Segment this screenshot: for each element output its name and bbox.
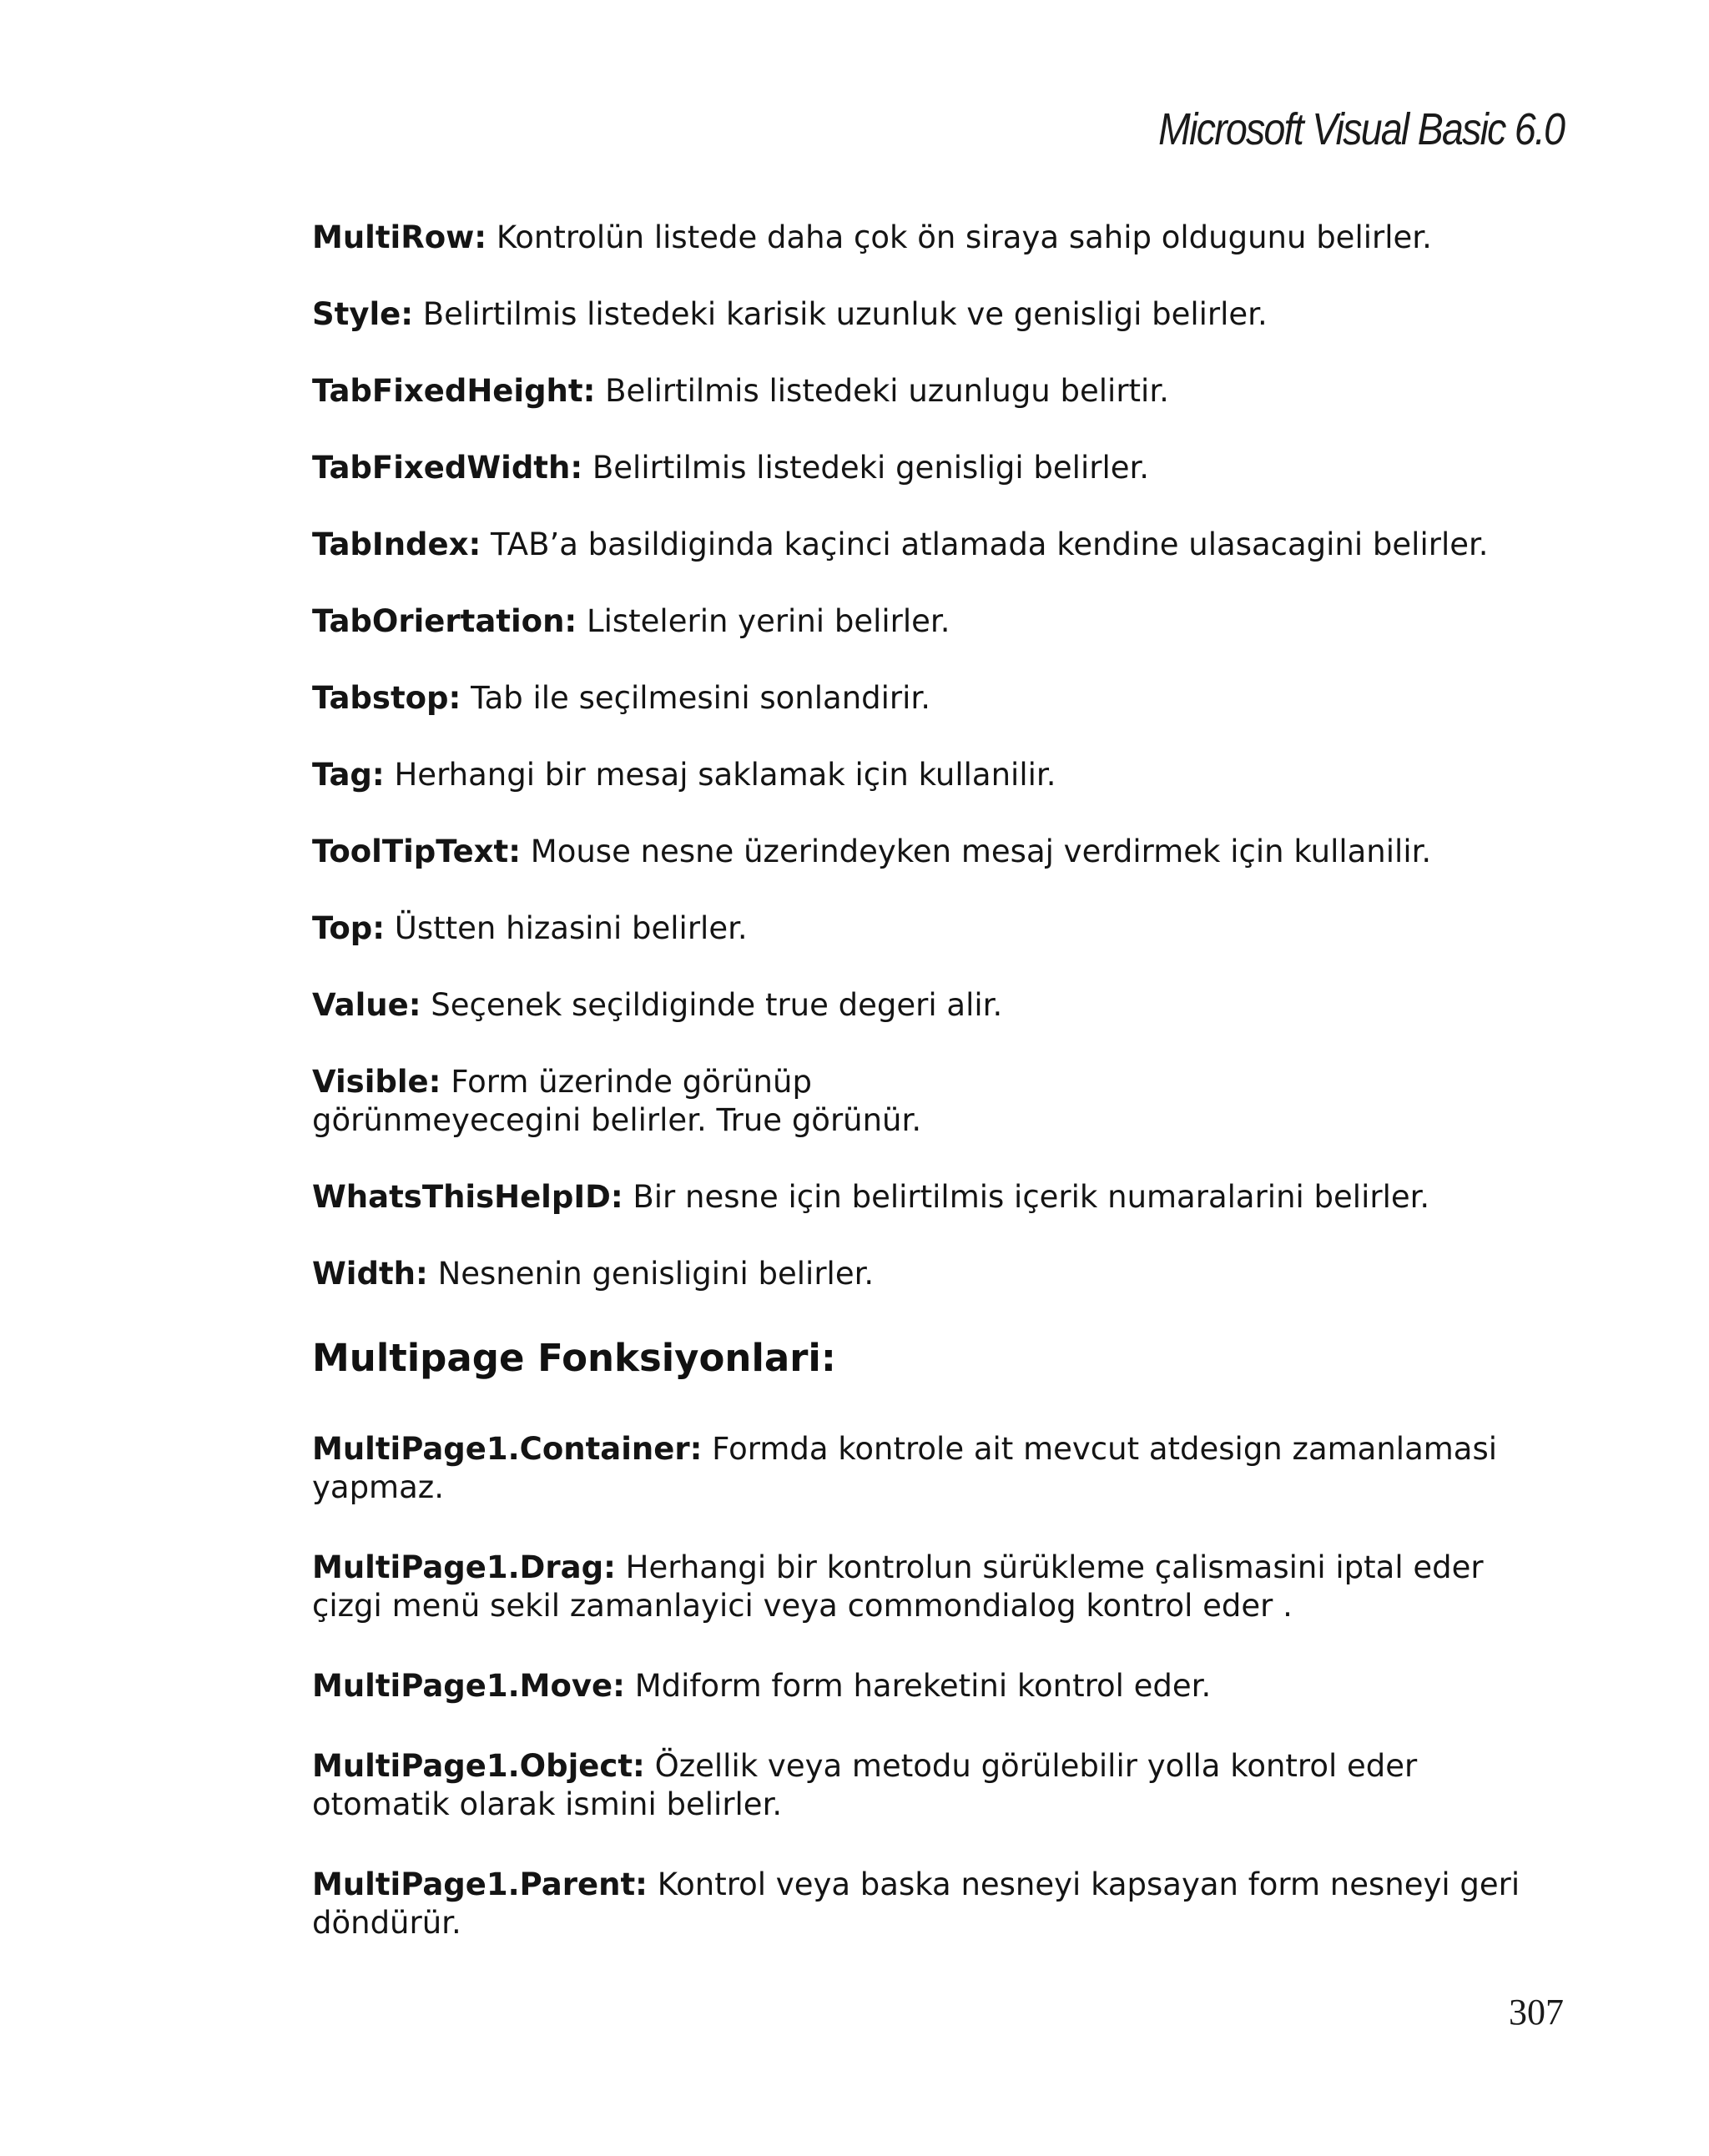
property-entry — [312, 986, 1580, 1025]
property-term: Top: — [312, 910, 386, 946]
function-description-continued: çizgi menü sekil zamanlayici veya commondialog kontrol eder . — [312, 1588, 1293, 1624]
function-term: MultiPage1.Parent: — [312, 1866, 648, 1902]
property-entry — [312, 602, 1580, 641]
function-term: MultiPage1.Drag: — [312, 1549, 616, 1585]
property-term: Tabstop: — [312, 680, 461, 716]
property-entry — [312, 1255, 1580, 1293]
property-term: ToolTipText: — [312, 834, 522, 869]
section-heading: Multipage Fonksiyonlari: — [312, 1336, 836, 1380]
property-term: TabOriertation: — [312, 603, 577, 639]
function-description: Mdiform form hareketini kontrol eder. — [624, 1668, 1212, 1704]
function-description-continued: döndürür. — [312, 1905, 461, 1941]
function-description: Herhangi bir kontrolun sürükleme çalismasini iptal eder — [615, 1549, 1484, 1585]
property-entry — [312, 756, 1580, 794]
property-description-continued: görünmeyecegini belirler. True görünür. — [312, 1102, 922, 1138]
property-description: TAB’a basildiginda kaçinci atlamada kendine ulasacagini belirler. — [481, 526, 1489, 562]
function-description: Özellik veya metodu görülebilir yolla kontrol eder — [644, 1748, 1418, 1784]
property-description: Form üzerinde görünüp — [441, 1064, 812, 1100]
function-description-continued: yapmaz. — [312, 1469, 444, 1505]
function-description: Kontrol veya baska nesneyi kapsayan form nesneyi geri — [647, 1866, 1520, 1902]
running-header: Microsoft Visual Basic 6.0 — [1157, 104, 1564, 154]
property-description: Belirtilmis listedeki uzunlugu belirtir. — [595, 373, 1169, 409]
property-entry — [312, 1063, 1580, 1140]
property-term: Tag: — [312, 757, 385, 793]
property-term: Value: — [312, 987, 421, 1023]
property-description: Listelerin yerini belirler. — [577, 603, 950, 639]
property-entry — [312, 295, 1580, 334]
function-term: MultiPage1.Container: — [312, 1431, 703, 1467]
property-description: Nesnenin genisligini belirler. — [427, 1256, 875, 1292]
property-description: Tab ile seçilmesini sonlandirir. — [461, 680, 930, 716]
function-description-continued: otomatik olarak ismini belirler. — [312, 1786, 783, 1822]
property-description: Kontrolün listede daha çok ön siraya sahip oldugunu belirler. — [486, 219, 1432, 255]
property-description: Bir nesne için belirtilmis içerik numaralarini belirler. — [623, 1179, 1430, 1215]
function-term: MultiPage1.Object: — [312, 1748, 645, 1784]
property-term: MultiRow: — [312, 219, 487, 255]
property-description: Belirtilmis listedeki karisik uzunluk ve genisligi belirler. — [413, 296, 1268, 332]
property-entry — [312, 526, 1580, 564]
property-entry — [312, 833, 1580, 871]
function-description: Formda kontrole ait mevcut atdesign zamanlamasi — [702, 1431, 1498, 1467]
page-content — [312, 219, 1580, 1984]
property-term: TabFixedHeight: — [312, 373, 596, 409]
property-term: Style: — [312, 296, 414, 332]
property-description: Belirtilmis listedeki genisligi belirler. — [582, 450, 1150, 486]
function-entry — [312, 1866, 1580, 1942]
property-entry — [312, 449, 1580, 487]
property-entry — [312, 219, 1580, 257]
page-number: 307 — [1509, 1992, 1564, 2033]
property-description: Mouse nesne üzerindeyken mesaj verdirmek için kullanilir. — [521, 834, 1432, 869]
property-term: WhatsThisHelpID: — [312, 1179, 623, 1215]
property-description: Seçenek seçildiginde true degeri alir. — [421, 987, 1003, 1023]
property-entry — [312, 909, 1580, 948]
function-entry — [312, 1747, 1580, 1824]
property-description: Üstten hizasini belirler. — [385, 910, 748, 946]
property-term: TabIndex: — [312, 526, 481, 562]
property-term: TabFixedWidth: — [312, 450, 583, 486]
property-term: Visible: — [312, 1064, 441, 1100]
property-term: Width: — [312, 1256, 428, 1292]
property-entry — [312, 372, 1580, 411]
function-term: MultiPage1.Move: — [312, 1668, 625, 1704]
property-description: Herhangi bir mesaj saklamak için kullanilir. — [384, 757, 1056, 793]
property-entry — [312, 1178, 1580, 1217]
function-entry — [312, 1667, 1580, 1705]
property-entry — [312, 679, 1580, 718]
function-entry — [312, 1430, 1580, 1507]
function-entry — [312, 1549, 1580, 1625]
